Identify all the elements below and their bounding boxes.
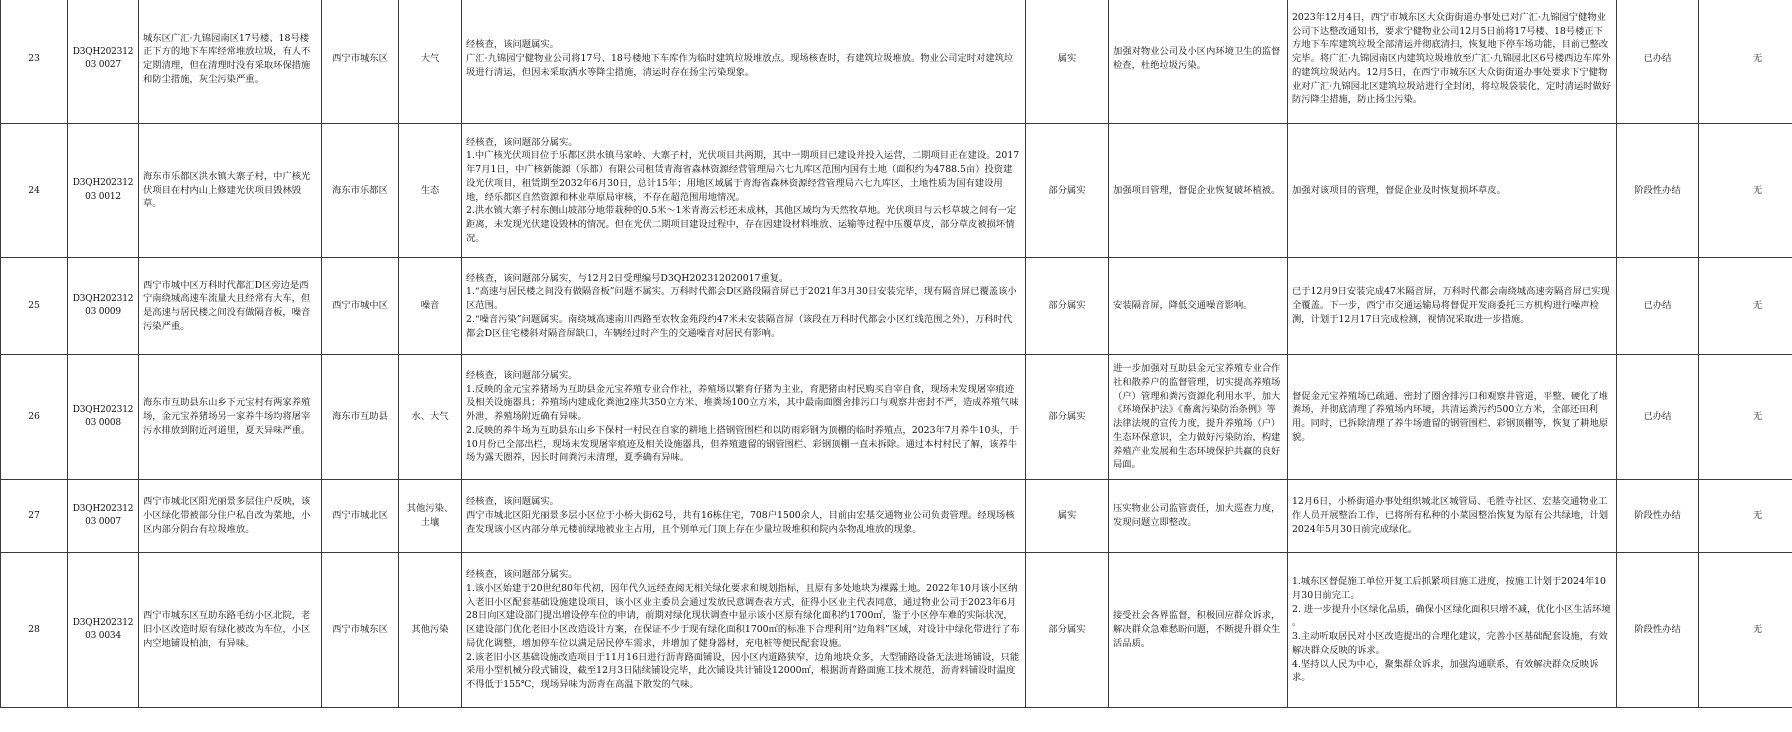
table-row — [1, 258, 1792, 355]
accountability: 无 — [1699, 124, 1792, 258]
complaint-text: 西宁市城东区互助东路毛纺小区北院，老旧小区改造时原有绿化被改为车位，小区内空地铺设柏油，有异味。 — [139, 553, 322, 708]
finding-paragraph: 经核查，该问题部分属实。 — [466, 569, 578, 581]
result-paragraph: 2023年12月4日，西宁市城东区大众街街道办事处已对广汇·九锦园宁健物业公司下达整改通知书，要求宁健物业公司12月5日前将17号楼、18号楼正下方地下车库建筑垃圾全部清运并彻底清扫，恢复地下停车场功能，目前已整改完毕。将广汇·九锦园南区内建筑垃圾堆放至广汇·九锦园北区6号楼西边车库外的建筑垃圾站内。12月5日，在西宁市城东区大众街街道办事处要求下宁健物业对广汇·九锦园北区建筑垃圾站进行全封闭，将垃圾袋装化，定时清运时做好防污降尘措施，防止扬尘污染。 — [1292, 11, 1612, 106]
investigation-finding — [462, 258, 1026, 355]
region: 西宁市城北区 — [322, 480, 399, 553]
result-paragraph: 督促金元宝养殖场已疏通、密封了圈舍排污口和观察井管道，平整、硬化了堆粪场，并彻底清理了养殖场内环境，共清运粪污约500立方米，全部还田利用。同时，已拆除清理了养牛场遗留的钢管围栏、彩钢顶棚等，恢复了耕地原貌。 — [1292, 390, 1609, 443]
table-row — [1, 553, 1792, 708]
rectification-measure: 进一步加强对互助县金元宝养殖专业合作社和散养户的监督管理，切实提高养殖场（户）管理和粪污资源化利用水平，加大《环境保护法》《畜禽污染防治条例》等法律法规的宣传力度，提升养殖场（户）生态环保意识，全力做好污染防治，构建养殖产业发展和生态环境保护共赢的良好局面。 — [1109, 355, 1288, 480]
region: 西宁市城东区 — [322, 553, 399, 708]
rectification-measure: 接受社会各界监督，积极回应群众诉求，解决群众急难愁盼问题，不断提升群众生活品质。 — [1109, 553, 1288, 708]
accountability: 无 — [1699, 0, 1792, 124]
region: 西宁市城东区 — [322, 0, 399, 124]
handling-status: 已办结 — [1617, 258, 1699, 355]
accountability: 无 — [1699, 480, 1792, 553]
region: 海东市互助县 — [322, 355, 399, 480]
finding-paragraph: 广汇·九锦园宁健物业公司将17号、18号楼地下车库作为临时建筑垃圾堆放点。现场核查时，有建筑垃圾堆放。物业公司定时对建筑垃圾进行清运，但因未采取洒水等降尘措施，清运时存在扬尘污染现象。 — [466, 53, 1014, 78]
rectification-measure: 加强项目管理，督促企业恢复破坏植被。 — [1109, 124, 1288, 258]
finding-paragraph: 1.中广核光伏项目位于乐都区洪水镇马家岭、大寨子村，光伏项目共两期，其中一期项目已建设并投入运营，二期项目正在建设。2017年7月1日，中广核新能源（乐都）有限公司租赁青海省森林资源经营管理局六七九库区范围内国有土地（面积约为4788.5亩）投资建设光伏项目，租赁期至2032年6月30日，总计15年；用地区域属于青海省森林资源经营管理局六七九库区，土地性质为国有建设用地，经乐都区自然资源和林业草原局审核，不存在超范围用地情况。 — [466, 150, 1020, 203]
result-paragraph: 2. 进一步提升小区绿化品质，确保小区绿化面积只增不减，优化小区生活环境 。 — [1292, 603, 1611, 629]
finding-paragraph: 经核查，该问题部分属实。 — [466, 369, 578, 381]
row-number: 28 — [1, 553, 68, 708]
rectification-result — [1288, 258, 1617, 355]
accountability: 无 — [1699, 355, 1792, 480]
complaint-text: 西宁市城中区万科时代都汇D区旁边是西宁南绕城高速车流量大且经常有大车，但是高速与居民楼之间没有做隔音板，噪音污染严重。 — [139, 258, 322, 355]
verdict: 属实 — [1026, 480, 1109, 553]
investigation-finding — [462, 355, 1026, 480]
row-number: 26 — [1, 355, 68, 480]
result-paragraph: 12月6日，小桥街道办事处组织城北区城管局、毛胜寺社区、宏基交通物业工作人员开展整治工作，已将所有私种的小菜园整治恢复为原有公共绿地，计划2024年5月30日前完成绿化。 — [1292, 496, 1609, 535]
finding-paragraph: 2.“噪音污染”问题属实。南绕城高速南川西路至农牧金苑段约47米未安装隔音屏（该段在万科时代都会小区红线范围之外），万科时代都会D区住宅楼斜对隔音屏缺口，车辆经过时产生的交通噪音对居民有影响。 — [466, 313, 1013, 339]
finding-paragraph: 经核查，该问题部分属实，与12月2日受理编号D3QH202312020017重复。 — [466, 272, 789, 284]
table-row — [1, 355, 1792, 480]
complaint-text: 城东区广汇·九锦园南区17号楼、18号楼正下方的地下车库经常堆放垃圾，有人不定期清理，但在清理时没有采取环保措施和防尘措施，灰尘污染严重。 — [139, 0, 322, 124]
region: 西宁市城中区 — [322, 258, 399, 355]
finding-paragraph: 2.该老旧小区基础设施改造项目于11月16日进行沥青路面铺设，因小区内道路狭窄，边角地块众多，大型铺路设备无法进场铺设，只能采用小型机械分段式铺设，截至12月3日陆续铺设完毕，此次铺设共计铺设12000㎡，根据沥青路面施工技术规范，沥青料铺设时温度不得低于155℃，现场异味为沥青在高温下散发的气味。 — [466, 651, 1020, 691]
table-row — [1, 480, 1792, 553]
rectification-measure: 安装隔音屏，降低交通噪音影响。 — [1109, 258, 1288, 355]
finding-paragraph: 经核查，该问题部分属实。 — [466, 136, 578, 148]
handling-status: 阶段性办结 — [1617, 553, 1699, 708]
row-number: 25 — [1, 258, 68, 355]
pollution-category: 生态 — [399, 124, 462, 258]
finding-paragraph: 经核查，该问题属实。 — [466, 496, 559, 508]
finding-paragraph: 2.反映的养牛场为互助县东山乡下保村一村民在自家的耕地上搭钢管围栏和以防雨彩钢为顶棚的临时养殖点，2023年7月养牛10头，于10月份已全部出栏，现场未发现屠宰痕迹及相关设施器具，但养殖遗留的钢管围栏、彩钢顶棚一直未拆除。通过本村村民了解，该养牛场为露天圈养，因长时间粪污未清理，夏季确有异味。 — [466, 424, 1019, 464]
verdict: 部分属实 — [1026, 258, 1109, 355]
handling-status: 阶段性办结 — [1617, 124, 1699, 258]
verdict: 属实 — [1026, 0, 1109, 124]
accountability: 无 — [1699, 553, 1792, 708]
rectification-result — [1288, 355, 1617, 480]
result-paragraph: 4.坚持以人民为中心，聚集群众诉求，加强沟通联系，有效解决群众反映诉求。 — [1292, 658, 1599, 684]
table-row — [1, 0, 1792, 124]
row-number: 27 — [1, 480, 68, 553]
rectification-measure: 压实物业公司监管责任，加大巡查力度，发现问题立即整改。 — [1109, 480, 1288, 553]
rectification-measure: 加强对物业公司及小区内环境卫生的监督检查，杜绝垃圾污染。 — [1109, 0, 1288, 124]
handling-status: 已办结 — [1617, 0, 1699, 124]
finding-paragraph: 2.洪水镇大寨子村东侧山坡部分地带栽种的0.5米～1米青海云杉还未成林，其他区域均为天然牧草地。光伏项目与云杉草坡之间有一定距离，未发现光伏建设毁林的情况。但在光伏二期项目建设过程中，存在因建设材料堆放、运输等过程中压覆草皮，部分草皮被损坏情况。 — [466, 205, 1017, 244]
case-code: D3QH20231203 0012 — [68, 124, 139, 258]
complaint-text: 海东市互助县东山乡下元宝村有两家养殖场，金元宝养猪场另一家养牛场均将屠宰污水排放到附近河道里，夏天异味严重。 — [139, 355, 322, 480]
region: 海东市乐都区 — [322, 124, 399, 258]
case-code: D3QH20231203 0034 — [68, 553, 139, 708]
row-number: 24 — [1, 124, 68, 258]
case-code: D3QH20231203 0007 — [68, 480, 139, 553]
investigation-finding — [462, 124, 1026, 258]
rectification-result — [1288, 124, 1617, 258]
result-paragraph: 3.主动听取居民对小区改造提出的合理化建议，完善小区基础配套设施，有效解决群众反映的诉求。 — [1292, 631, 1608, 656]
finding-paragraph: 1.“高速与居民楼之间没有做隔音板”问题不属实。万科时代都会D区路段隔音屏已于2021年3月30日安装完毕，现有隔音屏已覆盖该小区范围。 — [466, 286, 1017, 312]
table-row — [1, 124, 1792, 258]
pollution-category: 其他污染、土壤 — [399, 480, 462, 553]
case-code: D3QH20231203 0027 — [68, 0, 139, 124]
investigation-finding — [462, 0, 1026, 124]
pollution-category: 水、大气 — [399, 355, 462, 480]
case-code: D3QH20231203 0008 — [68, 355, 139, 480]
result-paragraph: 1.城东区督促施工单位开复工后抓紧项目施工进度，按施工计划于2024年10月30日前完工。 — [1292, 576, 1606, 601]
pollution-category: 大气 — [399, 0, 462, 124]
finding-paragraph: 1.反映的金元宝养猪场为互助县金元宝养殖专业合作社，养殖场以繁育仔猪为主业，育肥猪由村民购买自宰自食，现场未发现屠宰痕迹及相关设施器具；养殖场内建成化粪池2座共350立方米、堆粪场100立方米，其中最南面圈舍排污口与观察井密封不严，造成养殖气味外泄，养殖场附近确有异味。 — [466, 383, 1019, 423]
investigation-finding — [462, 553, 1026, 708]
rectification-result — [1288, 480, 1617, 553]
rectification-result — [1288, 0, 1617, 124]
handling-status: 阶段性办结 — [1617, 480, 1699, 553]
rectification-result — [1288, 553, 1617, 708]
handling-status: 已办结 — [1617, 355, 1699, 480]
result-paragraph: 已于12月9日安装完成47米隔音屏，万科时代都会南绕城高速旁隔音屏已实现全覆盖。下一步，西宁市交通运输局将督促开发商委托三方机构进行噪声检测，计划于12月17日完成检测，视情况采取进一步措施。 — [1292, 286, 1610, 325]
accountability: 无 — [1699, 258, 1792, 355]
finding-paragraph: 1.该小区始建于20世纪80年代初，因年代久远经查阅无相关绿化要求和规划指标，且原有多处地块为裸露土地。2022年10月该小区纳入老旧小区配套基础设施建设项目，该小区业主委员会通过发放民意调查表方式，征得小区业主代表同意，通过物业公司于2023年6月28日向区建设部门提出增设停车位的申请，前期对绿化现状调查中显示该小区原有绿化面积约1700㎡，鉴于小区停车难的实际状况，区建设部门优化老旧小区改造设计方案，在保证不少于现有绿化面积1700㎡的标准下合理利用“边角料”区域，对设计中绿化带进行了布局优化调整，增加停车位以满足居民停车需求，并增加了健身器材，充电桩等便民配套设施。 — [466, 582, 1020, 649]
finding-paragraph: 西宁市城北区阳光丽景多层小区位于小桥大街62号，共有16栋住宅，708户1500余人，目前由宏基交通物业公司负责管理。经现场核查发现该小区内部分单元楼前绿地被业主占用，且个别单元门顶上存在少量垃圾堆积和院内杂物乱堆放的现象。 — [466, 510, 1015, 535]
complaint-text: 海东市乐都区洪水镇大寨子村，中广核光伏项目在村内山上修建光伏项目毁林毁草。 — [139, 124, 322, 258]
verdict: 部分属实 — [1026, 124, 1109, 258]
pollution-category: 噪音 — [399, 258, 462, 355]
verdict: 部分属实 — [1026, 553, 1109, 708]
finding-paragraph: 经核查，该问题属实。 — [466, 39, 559, 51]
investigation-finding — [462, 480, 1026, 553]
result-paragraph: 加强对该项目的管理，督促企业及时恢复损坏草皮。 — [1292, 184, 1506, 196]
row-number: 23 — [1, 0, 68, 124]
case-code: D3QH20231203 0009 — [68, 258, 139, 355]
complaint-text: 西宁市城北区阳光丽景多层住户反映，该小区绿化带被部分住户私自改为菜地，小区内部分阴台有垃圾堆放。 — [139, 480, 322, 553]
verdict: 部分属实 — [1026, 355, 1109, 480]
pollution-category: 其他污染 — [399, 553, 462, 708]
